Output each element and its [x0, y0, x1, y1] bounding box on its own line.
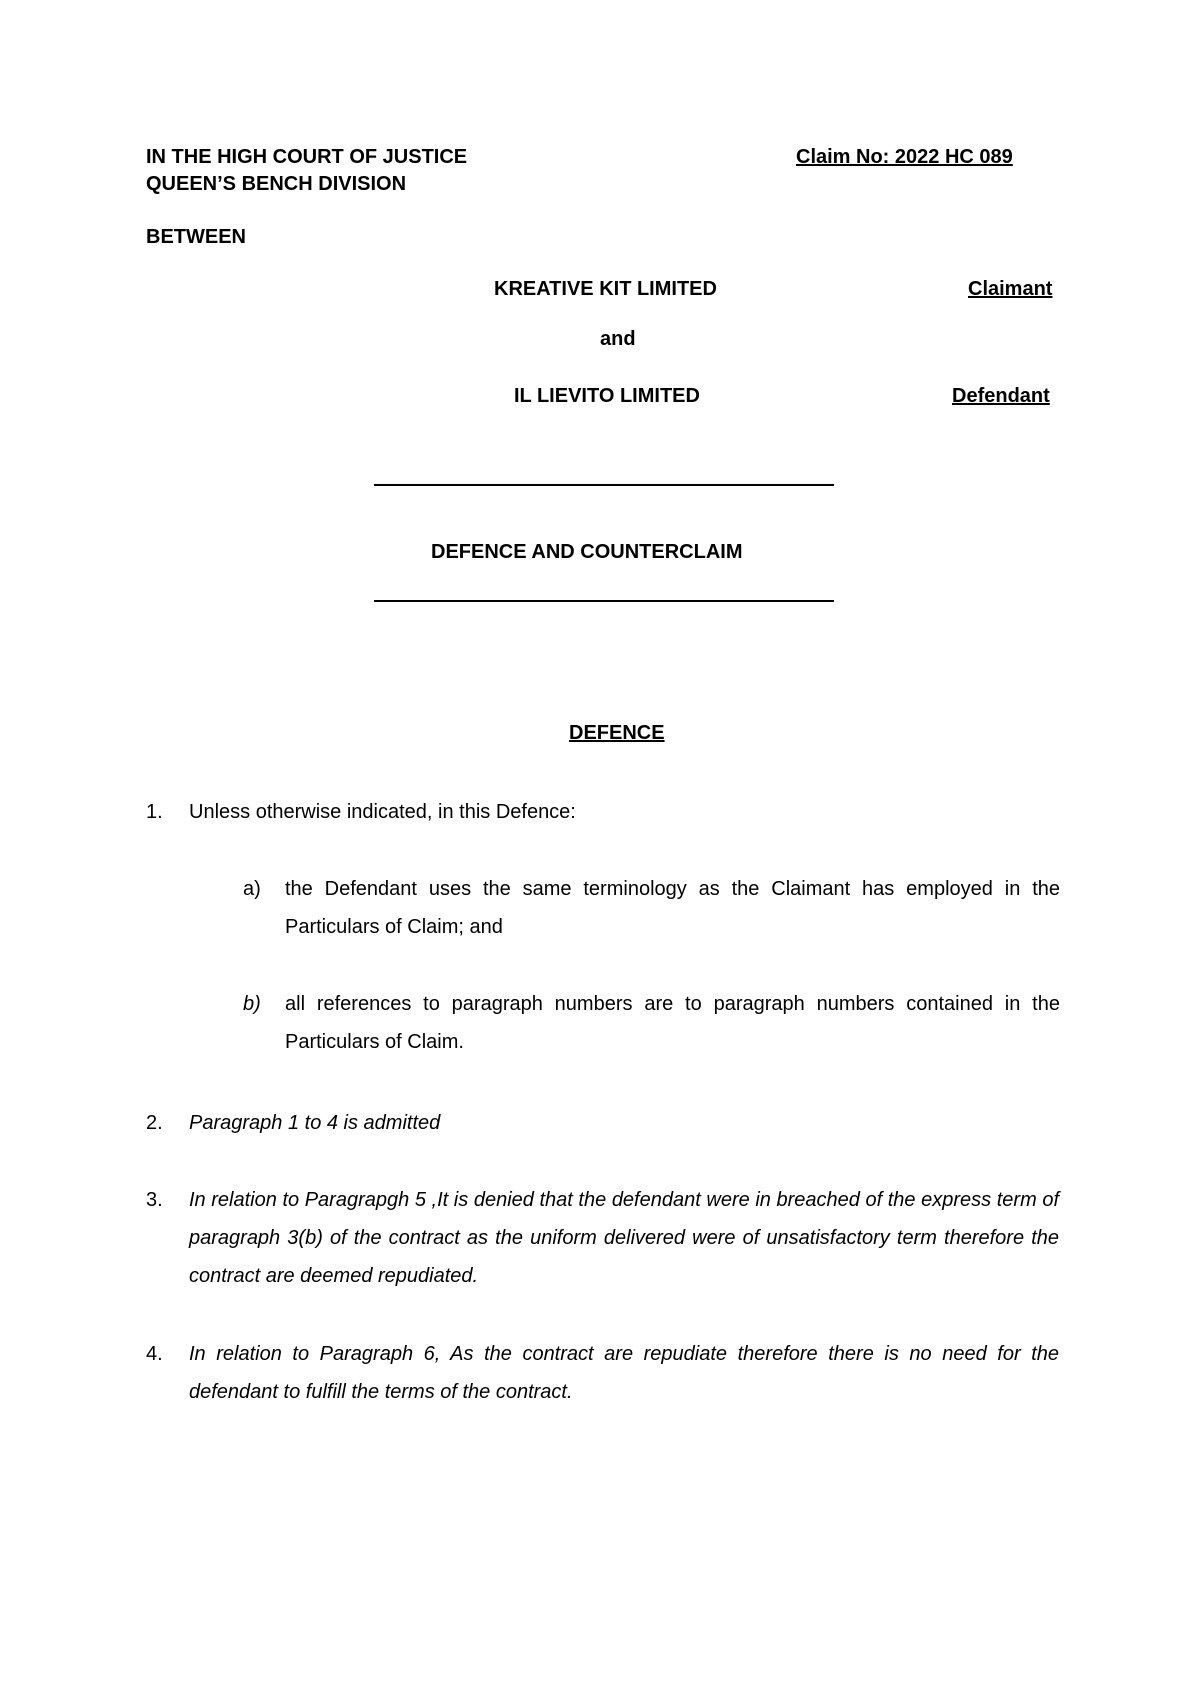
defendant-name: IL LIEVITO LIMITED [514, 385, 700, 407]
paragraph-number: 4. [146, 1343, 163, 1365]
paragraph-text: In relation to Paragraph 6, As the contract are repudiate therefore there is no need for the defendant to fulfill the terms of the contract. [189, 1343, 1059, 1403]
paragraph-text: Paragraph 1 to 4 is admitted [189, 1112, 441, 1134]
paragraph-number: 1. [146, 801, 163, 823]
paragraph-text: In relation to Paragrapgh 5 ,It is denied that the defendant were in breached of the express term of paragraph 3(b) of the contract as the uniform delivered were of unsatisfactory term therefore the contract are deemed repudiated. [189, 1189, 1059, 1287]
court-name: IN THE HIGH COURT OF JUSTICE [146, 146, 468, 168]
paragraph-number: 2. [146, 1112, 163, 1134]
claim-number: Claim No: 2022 HC 089 [796, 146, 1013, 168]
title-rule-bottom [374, 600, 834, 602]
paragraph-text: Unless otherwise indicated, in this Defence: [189, 801, 576, 823]
subitem-label: b) [243, 993, 261, 1015]
subitem-label: a) [243, 878, 261, 900]
claimant-name: KREATIVE KIT LIMITED [494, 278, 717, 300]
subitem-text: the Defendant uses the same terminology as the Claimant has employed in the Particulars of Claim; and [285, 878, 1060, 938]
court-division: QUEEN’S BENCH DIVISION [146, 173, 407, 195]
section-heading: DEFENCE [569, 722, 665, 744]
defendant-role: Defendant [952, 385, 1050, 407]
title-rule-top [374, 484, 834, 486]
and-label: and [600, 328, 636, 350]
subitem-text: all references to paragraph numbers are to paragraph numbers contained in the Particulars of Claim. [285, 993, 1060, 1053]
paragraph-number: 3. [146, 1189, 163, 1211]
between-label: BETWEEN [146, 226, 246, 248]
document-title: DEFENCE AND COUNTERCLAIM [431, 541, 743, 563]
claimant-role: Claimant [968, 278, 1053, 300]
